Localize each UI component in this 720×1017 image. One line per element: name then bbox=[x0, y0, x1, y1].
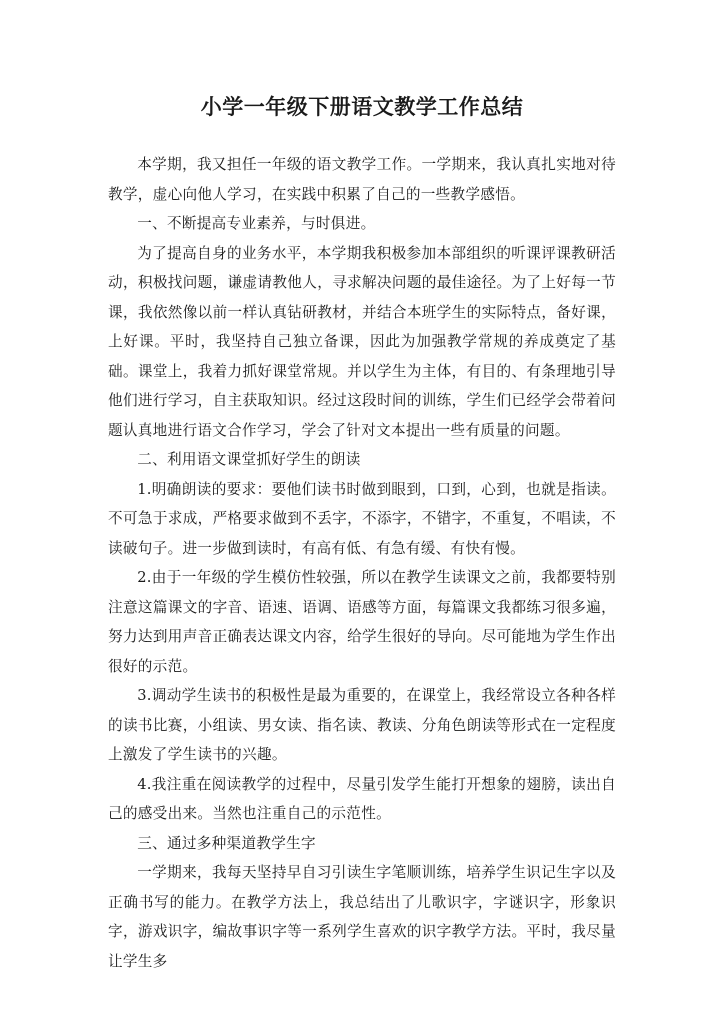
paragraph-characters: 一学期来，我每天坚持早自习引读生字笔顺训练，培养学生识记生字以及正确书写的能力。在教学方法上，我总结出了儿歌识字，字谜识字，形象识字，游戏识字，编故事识字等一系列学生喜欢的识字教学方法。平时，我尽量让学生多 bbox=[108, 864, 616, 970]
paragraph-reading-3: 3.调动学生读书的积极性是最为重要的，在课堂上，我经常设立各种各样的读书比赛，小组读、男女读、指名读、教读、分角色朗读等形式在一定程度上激发了学生读书的兴趣。 bbox=[108, 687, 616, 763]
paragraph-reading-1: 1.明确朗读的要求：要他们读书时做到眼到，口到，心到，也就是指读。不可急于求成，严格要求做到不丢字，不添字，不错字，不重复，不唱读，不读破句子。进一步做到读时，有高有低、有急有缓、有快有慢。 bbox=[108, 480, 616, 557]
section-heading-3: 三、通过多种渠道教学生字 bbox=[137, 834, 316, 852]
paragraph-reading-4: 4.我注重在阅读教学的过程中，尽量引发学生能打开想象的翅膀，读出自己的感受出来。当然也注重自己的示范性。 bbox=[108, 775, 616, 822]
paragraph-reading-2: 2.由于一年级的学生模仿性较强，所以在教学生读课文之前，我都要特别注意这篇课文的字音、语速、语调、语感等方面，每篇课文我都练习很多遍，努力达到用声音正确表达课文内容，给学生很好的导向。尽可能地为学生作出很好的示范。 bbox=[108, 569, 616, 675]
section-heading-2: 二、利用语文课堂抓好学生的朗读 bbox=[137, 451, 361, 468]
paragraph-professional-growth: 为了提高自身的业务水平，本学期我积极参加本部组织的听课评课教研活动，积极找问题，谦虚请教他人，寻求解决问题的最佳途径。为了上好每一节课，我依然像以前一样认真钻研教材，并结合本班学生的实际特点，备好课，上好课。平时，我坚持自己独立备课，因此为加强教学常规的养成奠定了基础。课堂上，我着力抓好课堂常规。并以学生为主体，有目的、有条理地引导他们进行学习，自主获取知识。经过这段时间的训练，学生们已经学会带着问题认真地进行语文合作学习，学会了针对文本提出一些有质量的问题。 bbox=[108, 244, 616, 439]
document-body bbox=[108, 150, 616, 976]
paragraph-intro: 本学期，我又担任一年级的语文教学工作。一学期来，我认真扎实地对待教学，虚心向他人学习，在实践中积累了自己的一些教学感悟。 bbox=[108, 156, 616, 203]
document-title: 小学一年级下册语文教学工作总结 bbox=[200, 94, 524, 119]
section-heading-1: 一、不断提高专业素养，与时俱进。 bbox=[137, 215, 376, 232]
